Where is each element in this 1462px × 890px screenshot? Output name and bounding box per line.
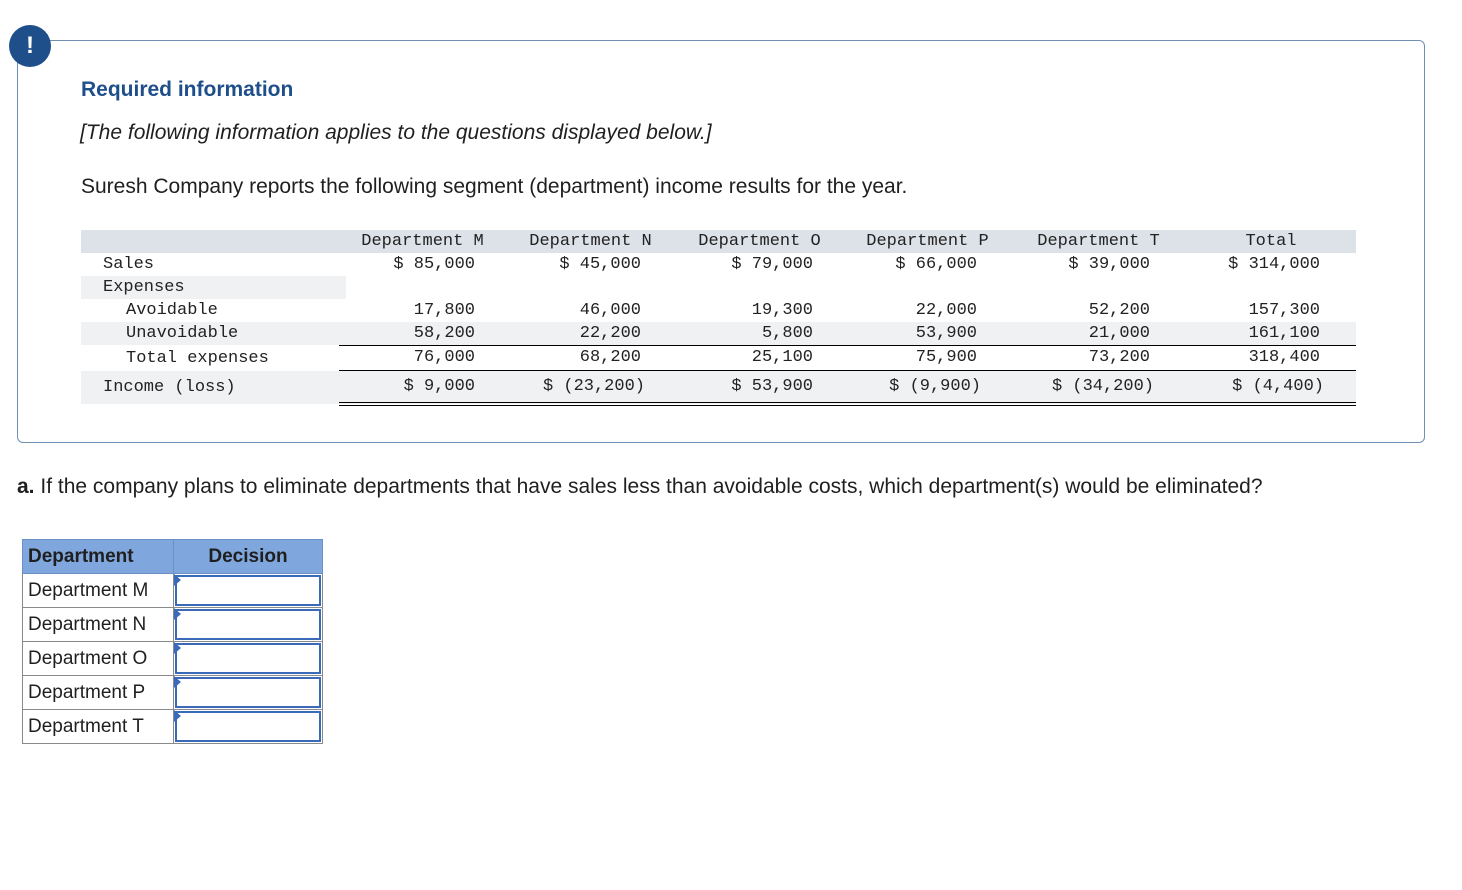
decision-dropdown-department-o[interactable]: [174, 642, 323, 676]
intro-text: Suresh Company reports the following segment (department) income results for the year.: [81, 175, 908, 198]
table-row: [23, 710, 323, 744]
dropdown-arrow-icon[interactable]: [174, 710, 181, 722]
sales-department-n: $ 45,000: [559, 255, 641, 274]
sales-department-o: $ 79,000: [731, 255, 813, 274]
total-expenses-department-p: 75,900: [915, 348, 977, 367]
row-label-avoidable: Avoidable: [126, 301, 218, 320]
col-header-total: Total: [1245, 232, 1297, 251]
dropdown-arrow-icon[interactable]: [174, 642, 181, 654]
unavoidable-department-t: 21,000: [1088, 324, 1150, 343]
question-a: [17, 475, 1263, 499]
alert-exclamation-icon: !: [9, 25, 51, 67]
col-header-department-n: Department N: [529, 232, 652, 251]
applies-note: [The following information applies to the questions displayed below.]: [80, 121, 712, 144]
table-row: [23, 642, 323, 676]
table-row: [23, 574, 323, 608]
avoidable-department-p: 22,000: [915, 301, 977, 320]
required-information-title: Required information: [81, 78, 294, 101]
avoidable-department-t: 52,200: [1088, 301, 1150, 320]
header-decision: Decision: [174, 540, 323, 574]
table-row: [23, 676, 323, 710]
col-header-department-p: Department P: [866, 232, 989, 251]
income-double-rule-lower: [339, 405, 1356, 406]
dropdown-field[interactable]: [175, 575, 321, 606]
sales-department-t: $ 39,000: [1068, 255, 1150, 274]
decision-dropdown-department-m[interactable]: [174, 574, 323, 608]
income-double-rule-upper: [339, 402, 1356, 403]
total-expenses-department-m: 76,000: [413, 348, 475, 367]
avoidable-total: 157,300: [1248, 301, 1320, 320]
income-top-rule: [339, 370, 1356, 371]
department-cell: Department M: [23, 574, 174, 608]
row-label-sales: Sales: [103, 255, 155, 274]
avoidable-department-n: 46,000: [579, 301, 641, 320]
total-expenses-total: 318,400: [1248, 348, 1320, 367]
department-cell: Department N: [23, 608, 174, 642]
income-department-p: $ (9,900): [889, 377, 981, 396]
header-department: Department: [23, 540, 174, 574]
question-text: If the company plans to eliminate departments that have sales less than avoidable costs, which department(s) would be eliminated?: [40, 475, 1263, 498]
decision-table: [22, 539, 323, 744]
sales-total: $ 314,000: [1228, 255, 1320, 274]
decision-dropdown-department-p[interactable]: [174, 676, 323, 710]
table-row: [23, 608, 323, 642]
unavoidable-department-m: 58,200: [413, 324, 475, 343]
decision-dropdown-department-t[interactable]: [174, 710, 323, 744]
col-header-department-t: Department T: [1037, 232, 1160, 251]
dropdown-field[interactable]: [175, 609, 321, 640]
unavoidable-department-o: 5,800: [761, 324, 813, 343]
dropdown-field[interactable]: [175, 643, 321, 674]
decision-dropdown-department-n[interactable]: [174, 608, 323, 642]
total-expenses-rule: [339, 345, 1356, 346]
sales-department-m: $ 85,000: [393, 255, 475, 274]
unavoidable-department-n: 22,200: [579, 324, 641, 343]
dropdown-arrow-icon[interactable]: [174, 608, 181, 620]
avoidable-department-m: 17,800: [413, 301, 475, 320]
dropdown-arrow-icon[interactable]: [174, 676, 181, 688]
total-expenses-department-o: 25,100: [751, 348, 813, 367]
unavoidable-department-p: 53,900: [915, 324, 977, 343]
income-department-t: $ (34,200): [1051, 377, 1154, 396]
dropdown-arrow-icon[interactable]: [174, 574, 181, 586]
department-cell: Department P: [23, 676, 174, 710]
income-total: $ (4,400): [1232, 377, 1324, 396]
income-department-o: $ 53,900: [731, 377, 813, 396]
department-cell: Department O: [23, 642, 174, 676]
department-cell: Department T: [23, 710, 174, 744]
dropdown-field[interactable]: [175, 677, 321, 708]
row-label-expenses: Expenses: [103, 278, 185, 297]
income-department-n: $ (23,200): [542, 377, 645, 396]
segment-income-table: [81, 230, 1356, 406]
col-header-department-o: Department O: [698, 232, 821, 251]
unavoidable-total: 161,100: [1248, 324, 1320, 343]
row-label-unavoidable: Unavoidable: [126, 324, 239, 343]
income-department-m: $ 9,000: [403, 377, 475, 396]
dropdown-field[interactable]: [175, 711, 321, 742]
col-header-department-m: Department M: [361, 232, 484, 251]
sales-department-p: $ 66,000: [895, 255, 977, 274]
total-expenses-department-n: 68,200: [579, 348, 641, 367]
avoidable-department-o: 19,300: [751, 301, 813, 320]
total-expenses-department-t: 73,200: [1088, 348, 1150, 367]
row-label-total-expenses: Total expenses: [126, 349, 269, 368]
question-prefix: a.: [17, 475, 35, 498]
row-label-income-loss: Income (loss): [103, 378, 236, 397]
